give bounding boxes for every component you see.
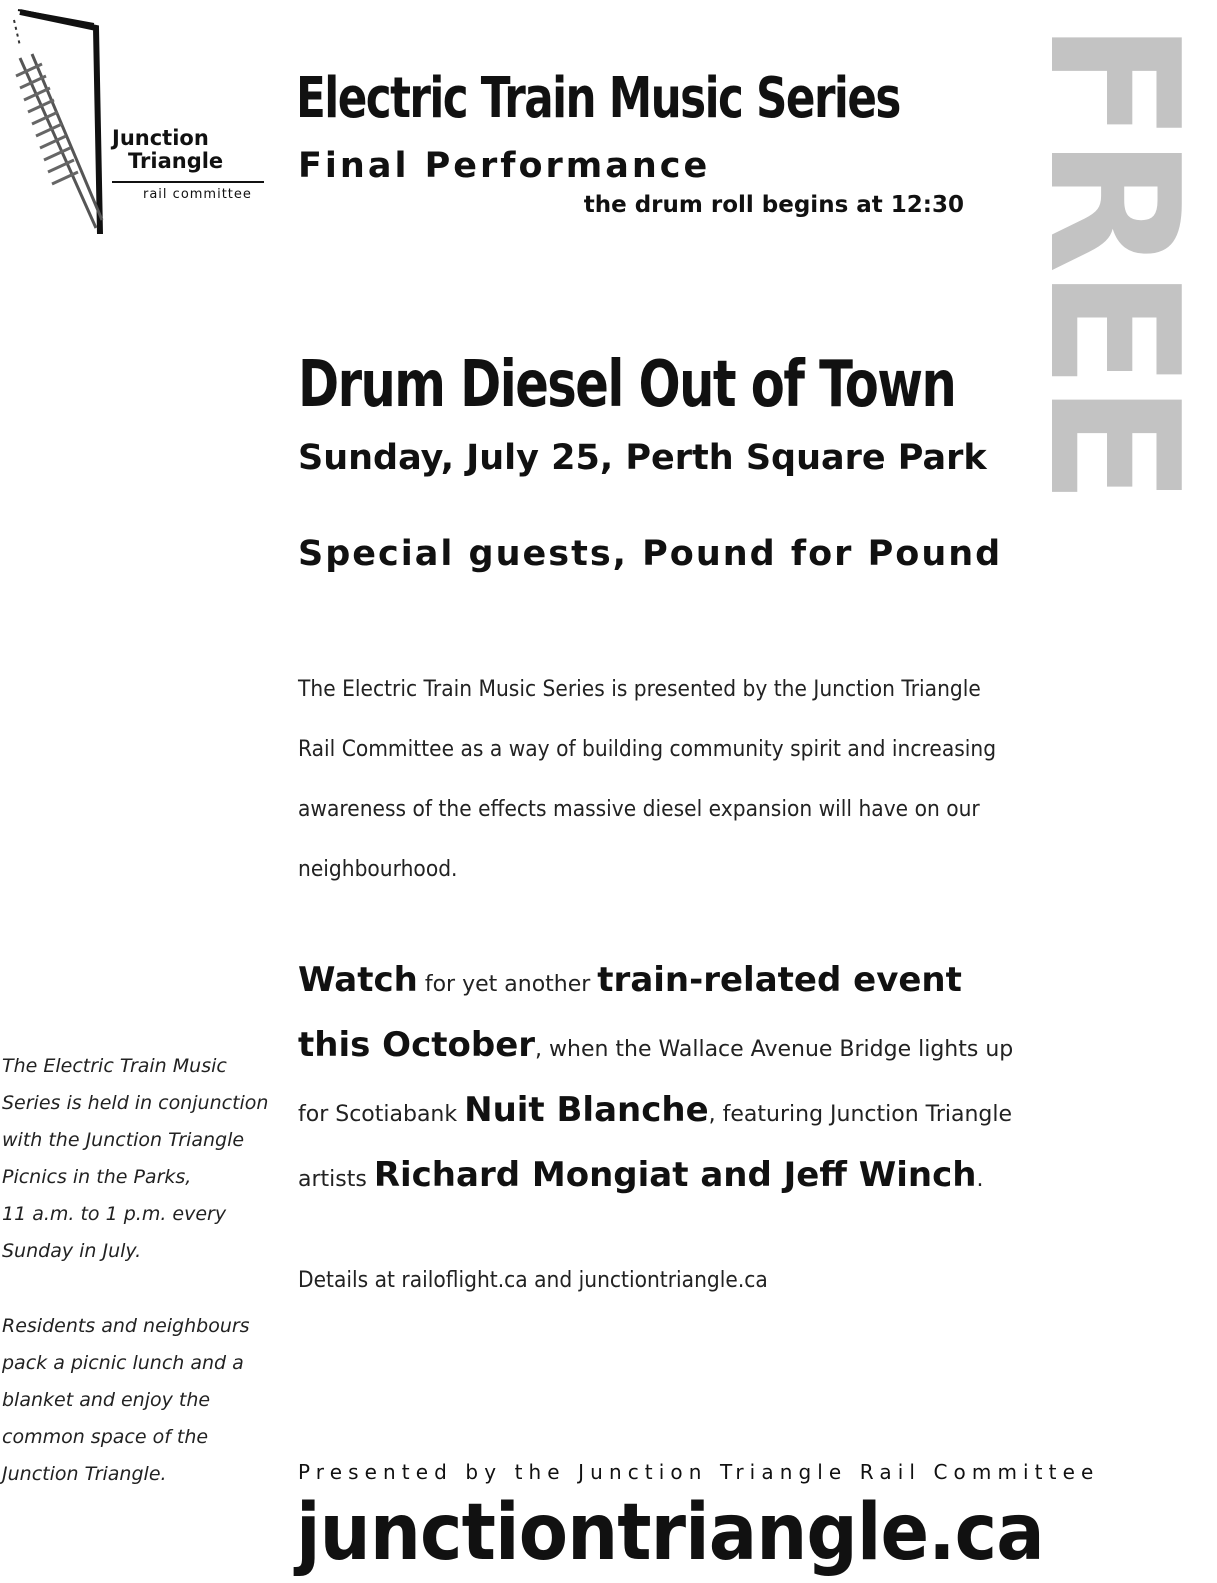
details-line: Details at railoflight.ca and junctiontriangle.ca — [298, 1268, 768, 1293]
sidebar-paragraph — [2, 1308, 262, 1493]
sidebar-line: pack a picnic lunch and a — [2, 1352, 244, 1374]
upcoming-text: , featuring Junction Triangle — [708, 1102, 1013, 1127]
upcoming-text: . — [976, 1167, 984, 1192]
presented-by: Presented by the Junction Triangle Rail Committee — [298, 1460, 1100, 1484]
emphasis-october: this October — [298, 1025, 536, 1065]
free-label: FREE — [1010, 21, 1217, 499]
emphasis-watch: Watch — [298, 960, 418, 1000]
series-title: Electric Train Music Series — [296, 66, 900, 131]
emphasis-train-event: train-related event — [597, 960, 962, 1000]
intro-paragraph — [298, 660, 998, 900]
event-date-location: Sunday, July 25, Perth Square Park — [298, 438, 987, 478]
upcoming-text: for Scotiabank — [298, 1102, 465, 1127]
logo-line-junction: Junction — [112, 126, 209, 150]
logo-divider — [112, 181, 264, 183]
upcoming-line — [298, 950, 1018, 1015]
sidebar-line: The Electric Train Music — [2, 1055, 227, 1077]
upcoming-line — [298, 1145, 1018, 1210]
upcoming-text: artists — [298, 1167, 374, 1192]
series-subtitle: Final Performance — [298, 146, 711, 186]
sidebar-line: Sunday in July. — [2, 1240, 142, 1262]
sidebar-line: common space of the — [2, 1426, 209, 1448]
intro-line: awareness of the effects massive diesel expansion will have on our — [298, 797, 980, 822]
logo-line-rail-committee: rail committee — [143, 187, 252, 202]
sidebar-line: Junction Triangle. — [2, 1463, 167, 1485]
sidebar-line: Series is held in conjunction — [2, 1092, 269, 1114]
sidebar-line: with the Junction Triangle — [2, 1129, 245, 1151]
intro-line: neighbourhood. — [298, 857, 458, 882]
upcoming-line — [298, 1080, 1018, 1145]
intro-line: The Electric Train Music Series is presented by the Junction Triangle — [298, 677, 981, 702]
sidebar-paragraph — [2, 1048, 269, 1270]
start-time: the drum roll begins at 12:30 — [583, 192, 964, 218]
junction-triangle-logo — [6, 6, 266, 238]
upcoming-line — [298, 1015, 1018, 1080]
sidebar-line: Residents and neighbours — [2, 1315, 250, 1337]
logo-line-triangle: Triangle — [128, 149, 224, 173]
sidebar-line: blanket and enjoy the — [2, 1389, 211, 1411]
intro-line: Rail Committee as a way of building community spirit and increasing — [298, 737, 997, 762]
emphasis-nuit-blanche: Nuit Blanche — [464, 1090, 709, 1130]
upcoming-event-paragraph — [298, 950, 1018, 1210]
sidebar-line: 11 a.m. to 1 p.m. every — [2, 1203, 227, 1225]
website-url: junctiontriangle.ca — [296, 1488, 1044, 1578]
sidebar-line: Picnics in the Parks, — [2, 1166, 192, 1188]
sidebar-note — [2, 1048, 269, 1531]
upcoming-text: , when the Wallace Avenue Bridge lights up — [535, 1037, 1014, 1062]
event-guests: Special guests, Pound for Pound — [298, 534, 1003, 574]
upcoming-text: for yet another — [417, 972, 598, 997]
emphasis-artists: Richard Mongiat and Jeff Winch — [373, 1155, 977, 1195]
free-banner — [1010, 0, 1217, 520]
rail-track-logo-icon — [6, 6, 116, 238]
event-title: Drum Diesel Out of Town — [298, 348, 956, 422]
